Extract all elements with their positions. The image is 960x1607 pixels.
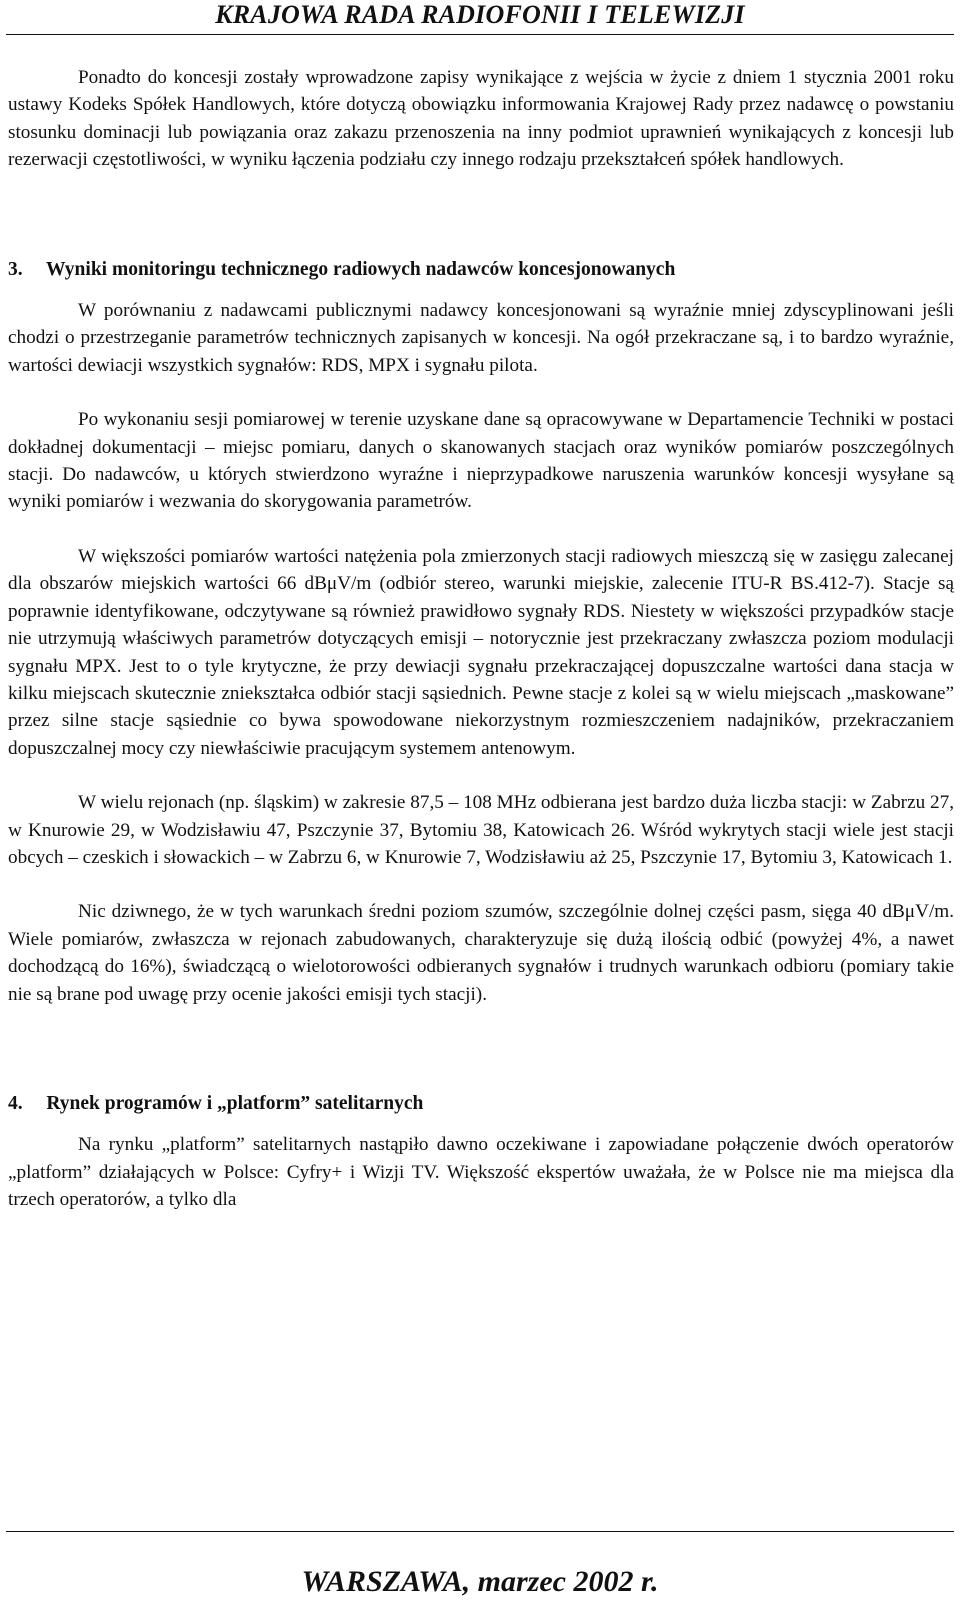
section-number: 4.: [8, 1092, 23, 1114]
header-divider: [6, 34, 954, 35]
spacer: [8, 283, 954, 297]
paragraph-7: Na rynku „platform” satelitarnych nastąpiło dawno oczekiwane i zapowiadane połączenie dwóch operatorów „platform” działających w Polsce: Cyfry+ i Wizji TV. Większość ekspertów uważała, że w Polsce nie ma miejsca dla trzech operatorów, a tylko dla: [8, 1134, 954, 1211]
spacer: [8, 871, 954, 898]
spacer: [8, 174, 954, 256]
spacer: [8, 762, 954, 789]
spacer: [8, 379, 954, 406]
paragraph-3: Po wykonaniu sesji pomiarowej w terenie uzyskane dane są opracowywane w Departamencie Techniki w postaci dokładnej dokumentacji – miejsc pomiaru, danych o skanowanych stacjach oraz wyników pomiarów poszczególnych stacji. Do nadawców, u których stwierdzono wyraźne i nieprzypadkowe naruszenia warunków koncesji wysyłane są wyniki pomiarów i wezwania do skorygowania parametrów.: [8, 409, 954, 513]
paragraph-6: Nic dziwnego, że w tych warunkach średni poziom szumów, szczególnie dolnej części pasm, sięga 40 dBμV/m. Wiele pomiarów, zwłaszcza w rejonach zabudowanych, charakteryzuje się dużą ilością odbić (powyżej 4%, a nawet dochodzącą do 16%), świadczącą o wielotorowości odbieranych sygnałów i trudnych warunkach odbioru (pomiary takie nie są brane pod uwagę przy ocenie jakości emisji tych stacji).: [8, 901, 954, 1005]
document-body: [8, 64, 954, 1214]
paragraph-1: Ponadto do koncesji zostały wprowadzone zapisy wynikające z wejścia w życie z dniem 1 stycznia 2001 roku ustawy Kodeks Spółek Handlowych, które dotyczą obowiązku informowania Krajowej Rady przez nadawcę o powstaniu stosunku dominacji lub powiązania oraz zakazu przenoszenia na inny podmiot uprawnień wynikających z koncesji lub rezerwacji częstotliwości, w wyniku łączenia podziału czy innego rodzaju przekształceń spółek handlowych.: [8, 67, 954, 171]
paragraph-2: W porównaniu z nadawcami publicznymi nadawcy koncesjonowani są wyraźnie mniej zdyscyplinowani jeśli chodzi o przestrzeganie parametrów technicznych zapisanych w koncesji. Na ogół przekraczane są, i to bardzo wyraźnie, wartości dewiacji wszystkich sygnałów: RDS, MPX i sygnału pilota.: [8, 300, 954, 376]
page-header: KRAJOWA RADA RADIOFONII I TELEWIZJI: [215, 0, 745, 29]
footer-divider: [6, 1531, 954, 1532]
section-heading-3: [8, 256, 954, 283]
paragraph-4: W większości pomiarów wartości natężenia pola zmierzonych stacji radiowych mieszczą się w zasięgu zalecanej dla obszarów miejskich wartości 66 dBμV/m (odbiór stereo, warunki miejskie, zalecenie ITU-R BS.412-7). Stacje są poprawnie identyfikowane, odczytywane są również prawidłowo sygnały RDS. Niestety w większości przypadków stacje nie utrzymują właściwych parametrów dotyczących emisji – notorycznie jest przekraczany zwłaszcza poziom modulacji sygnału MPX. Jest to o tyle krytyczne, że przy dewiacji sygnału przekraczającej dopuszczalne wartości dana stacja w kilku miejscach skutecznie zniekształca odbiór stacji sąsiednich. Pewne stacje z kolei są w wielu miejscach „maskowane” przez silne stacje sąsiednie co bywa spowodowane niekorzystnym rozmieszczeniem nadajników, przekraczaniem dopuszczalnej mocy czy niewłaściwie pracującym systemem antenowym.: [8, 545, 954, 759]
paragraph-5: W wielu rejonach (np. śląskim) w zakresie 87,5 – 108 MHz odbierana jest bardzo duża liczba stacji: w Zabrzu 27, w Knurowie 29, w Wodzisławiu 47, Pszczynie 37, Bytomiu 38, Katowicach 26. Wśród wykrytych stacji wiele jest stacji obcych – czeskich i słowackich – w Zabrzu 6, w Knurowie 7, Wodzisławiu aż 25, Pszczynie 17, Bytomiu 3, Katowicach 1.: [8, 792, 954, 868]
section-number: 3.: [8, 258, 23, 280]
spacer: [8, 1008, 954, 1090]
page-footer: WARSZAWA, marzec 2002 r.: [301, 1565, 659, 1598]
section-title: Wyniki monitoringu technicznego radiowych nadawców koncesjonowanych: [46, 258, 676, 280]
spacer: [8, 516, 954, 543]
spacer: [8, 1117, 954, 1131]
section-heading-4: [8, 1090, 954, 1117]
section-title: Rynek programów i „platform” satelitarnych: [46, 1092, 424, 1114]
